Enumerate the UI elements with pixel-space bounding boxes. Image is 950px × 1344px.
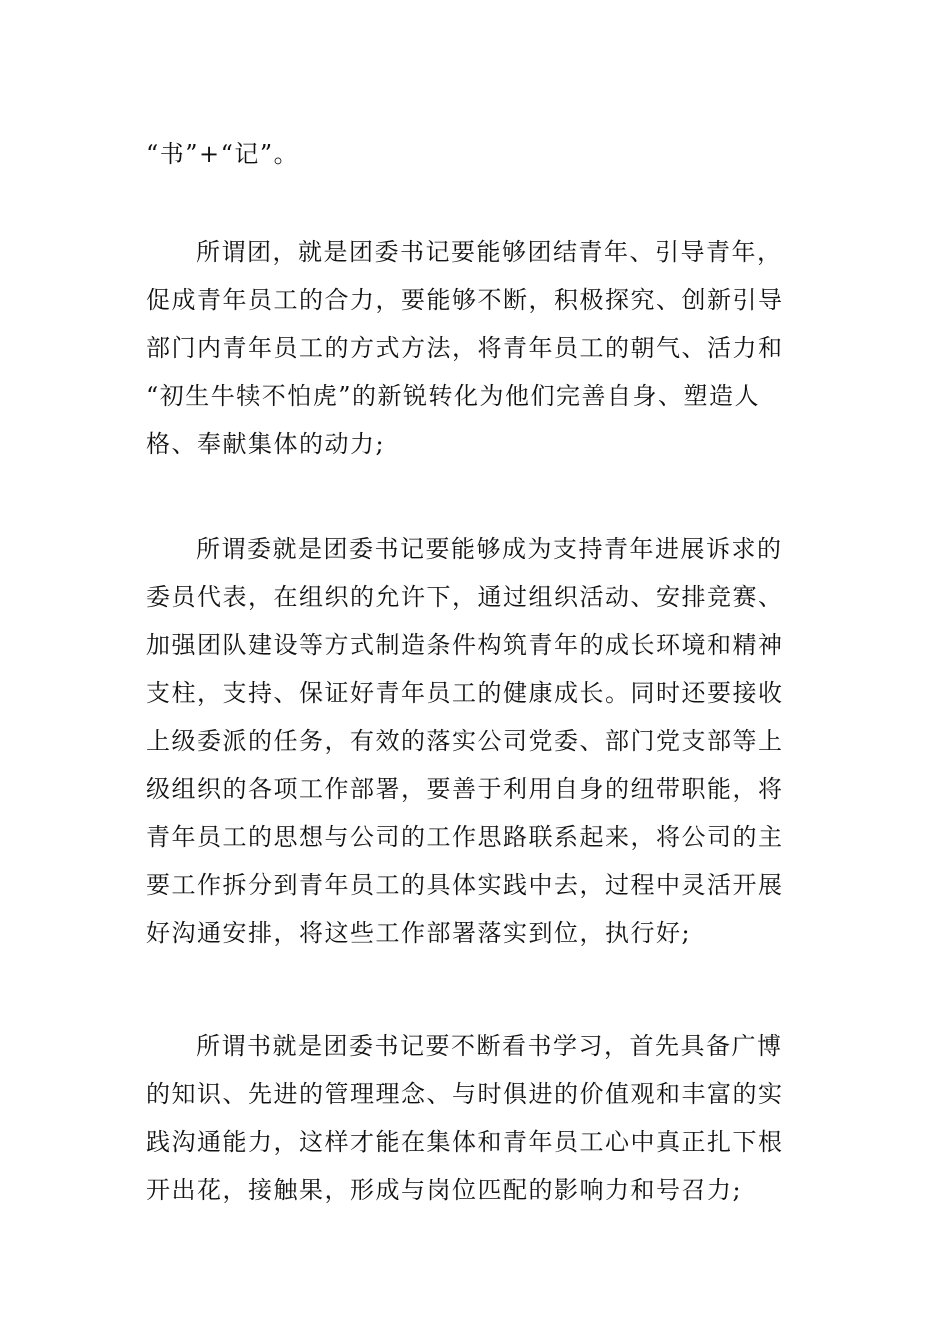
text-line: 践沟通能力，这样才能在集体和青年员工心中真正扎下根: [146, 1128, 784, 1156]
paragraph-intro-fragment: [146, 130, 806, 178]
paragraph-shu: [146, 1022, 806, 1214]
text-line: 要工作拆分到青年员工的具体实践中去，过程中灵活开展: [146, 871, 784, 899]
text-line: 青年员工的思想与公司的工作思路联系起来，将公司的主: [146, 823, 784, 851]
text-line: 上级委派的任务，有效的落实公司党委、部门党支部等上: [146, 727, 784, 755]
text-line: 开出花，接触果，形成与岗位匹配的影响力和号召力;: [146, 1176, 743, 1204]
text-line: 支柱，支持、保证好青年员工的健康成长。同时还要接收: [146, 679, 784, 707]
text-line: 委员代表，在组织的允许下，通过组织活动、安排竞赛、: [146, 583, 784, 611]
text-line: 所谓委就是团委书记要能够成为支持青年进展诉求的: [196, 535, 783, 563]
text-line: 所谓书就是团委书记要不断看书学习，首先具备广博: [196, 1032, 783, 1060]
text-line: 部门内青年员工的方式方法，将青年员工的朝气、活力和: [146, 334, 784, 362]
text-line: 好沟通安排，将这些工作部署落实到位，执行好;: [146, 919, 692, 947]
text-line: 格、奉献集体的动力;: [146, 430, 386, 458]
text-line: 的知识、先进的管理理念、与时俱进的价值观和丰富的实: [146, 1080, 784, 1108]
text-line: 促成青年员工的合力，要能够不断，积极探究、创新引导: [146, 286, 784, 314]
text-line: 所谓团，就是团委书记要能够团结青年、引导青年，: [196, 238, 783, 266]
paragraph-tuan: [146, 228, 806, 468]
text-line: 级组织的各项工作部署，要善于利用自身的纽带职能，将: [146, 775, 784, 803]
text-line: “书”+“记”。: [146, 140, 300, 168]
text-line: “初生牛犊不怕虎”的新锐转化为他们完善自身、塑造人: [146, 382, 761, 410]
text-line: 加强团队建设等方式制造条件构筑青年的成长环境和精神: [146, 631, 784, 659]
paragraph-wei: [146, 525, 806, 957]
